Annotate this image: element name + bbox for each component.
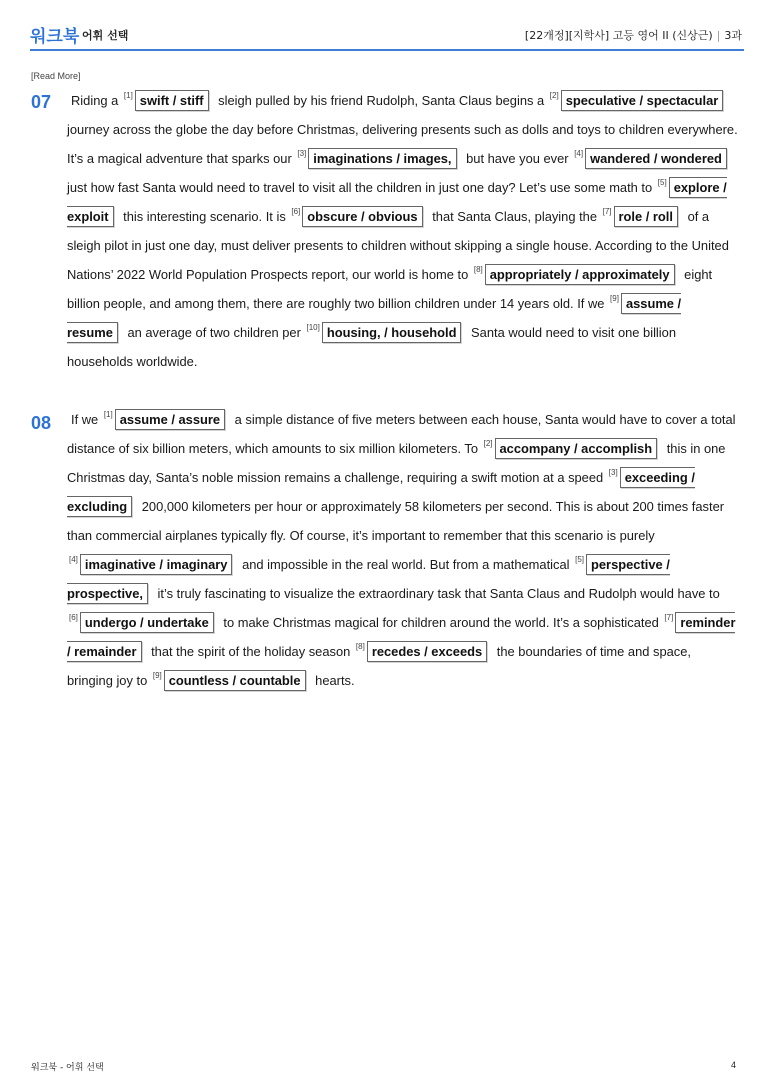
question-number-08: 08: [31, 413, 52, 433]
choice-box[interactable]: accompany / accomplish: [495, 438, 658, 459]
passage-text: 200,000 kilometers per hour or approximately 58 kilometers per second. This is about 200 times faster than commercial airplanes typically fly. Of course, it’s important to remember that this scenario is purely: [67, 499, 725, 543]
choice-box[interactable]: imaginations / images,: [308, 148, 456, 169]
blank-number: [1]: [123, 91, 133, 100]
passage-text: eight billion people, and among them, there are roughly two billion children under 14 years old. If we: [67, 267, 713, 311]
choice-box[interactable]: speculative / spectacular: [561, 90, 724, 111]
choice-box[interactable]: recedes / exceeds: [367, 641, 487, 662]
blank-number: [9]: [152, 671, 162, 680]
blank-number: [8]: [473, 265, 483, 274]
question-number-07: 07: [31, 92, 52, 112]
blank-number: [4]: [574, 149, 584, 158]
passage-text: that Santa Claus, playing the: [432, 209, 598, 224]
passage-text: it’s truly fascinating to visualize the extraordinary task that Santa Claus and Rudolph would have to: [157, 586, 720, 601]
choice-box[interactable]: appropriately / approximately: [485, 264, 675, 285]
blank-number: [7]: [602, 207, 612, 216]
choice-box[interactable]: perspective / prospective,: [67, 554, 670, 604]
blank-number: [9]: [610, 294, 619, 303]
blank-number: [5]: [657, 178, 667, 187]
passage-text: this interesting scenario. It is: [123, 209, 286, 224]
page-number: 4: [730, 1060, 736, 1070]
passage-text: an average of two children per: [127, 325, 301, 340]
choice-box[interactable]: housing, / household: [322, 322, 462, 343]
blank-number: [10]: [306, 323, 320, 332]
read-more-label: [Read More]: [31, 71, 81, 81]
passage-text: Riding a: [71, 93, 119, 108]
choice-box[interactable]: explore / exploit: [67, 177, 727, 227]
passage-text: sleigh pulled by his friend Rudolph, Santa Claus begins a: [218, 93, 545, 108]
choice-box[interactable]: assume / assure: [115, 409, 225, 430]
blank-number: [7]: [664, 613, 674, 622]
blank-number: [1]: [103, 410, 113, 419]
passage-text: just how fast Santa would need to travel to visit all the children in just one day? Let’s use some math to: [67, 180, 653, 195]
choice-box[interactable]: countless / countable: [164, 670, 306, 691]
passage-text: If we: [71, 412, 99, 427]
course-title: [22개정][지학사] 고등 영어 II (신상근): [524, 29, 713, 42]
blank-number: [3]: [608, 468, 618, 477]
brand-title: 워크북: [30, 27, 80, 47]
passage-text: the boundaries of time and space, bringing joy to: [67, 644, 691, 688]
choice-box[interactable]: exceeding / excluding: [67, 467, 695, 517]
blank-number: [2]: [483, 439, 493, 448]
blank-number: [6]: [69, 613, 78, 622]
passage-text: to make Christmas magical for children around the world. It’s a sophisticated: [223, 615, 659, 630]
blank-number: [8]: [355, 642, 365, 651]
passage-text: this in one Christmas day, Santa’s noble mission remains a challenge, requiring a swift motion at a speed: [67, 441, 726, 485]
question-08-passage: [67, 405, 739, 695]
passage-text: and impossible in the real world. But from a mathematical: [242, 557, 570, 572]
passage-text: that the spirit of the holiday season: [151, 644, 351, 659]
section-subtitle: 어휘 선택: [82, 29, 129, 42]
choice-box[interactable]: assume / resume: [67, 293, 681, 343]
blank-number: [3]: [297, 149, 307, 158]
passage-text: journey across the globe the day before Christmas, delivering presents such as dolls and toys to children everywhere. It’s a magical adventure that sparks our: [67, 122, 738, 166]
footer-label: 워크북 - 어휘 선택: [31, 1063, 104, 1073]
choice-box[interactable]: obscure / obvious: [302, 206, 422, 227]
choice-box[interactable]: undergo / undertake: [80, 612, 214, 633]
page-header: [30, 0, 744, 51]
passage-text: hearts.: [315, 673, 355, 688]
passage-text: of a sleigh pilot in just one day, must deliver presents to children without skipping a single house. According to the United Nations’ 2022 World Population Prospects report, our world is home to: [67, 209, 729, 282]
passage-text: a simple distance of five meters between each house, Santa would have to cover a total distance of six billion meters, which amounts to six million kilometers. To: [67, 412, 736, 456]
passage-text: Santa would need to visit one billion households worldwide.: [67, 325, 677, 369]
choice-box[interactable]: reminder / remainder: [67, 612, 735, 662]
choice-box[interactable]: swift / stiff: [135, 90, 209, 111]
question-07-passage: [67, 86, 739, 376]
divider: |: [716, 29, 721, 42]
blank-number: [2]: [549, 91, 559, 100]
course-info: [525, 27, 742, 43]
blank-number: [4]: [69, 555, 78, 564]
blank-number: [5]: [575, 555, 585, 564]
blank-number: [6]: [291, 207, 301, 216]
choice-box[interactable]: role / roll: [614, 206, 678, 227]
lesson-label: 3과: [724, 29, 742, 42]
choice-box[interactable]: imaginative / imaginary: [80, 554, 233, 575]
passage-text: but have you ever: [466, 151, 569, 166]
choice-box[interactable]: wandered / wondered: [585, 148, 727, 169]
